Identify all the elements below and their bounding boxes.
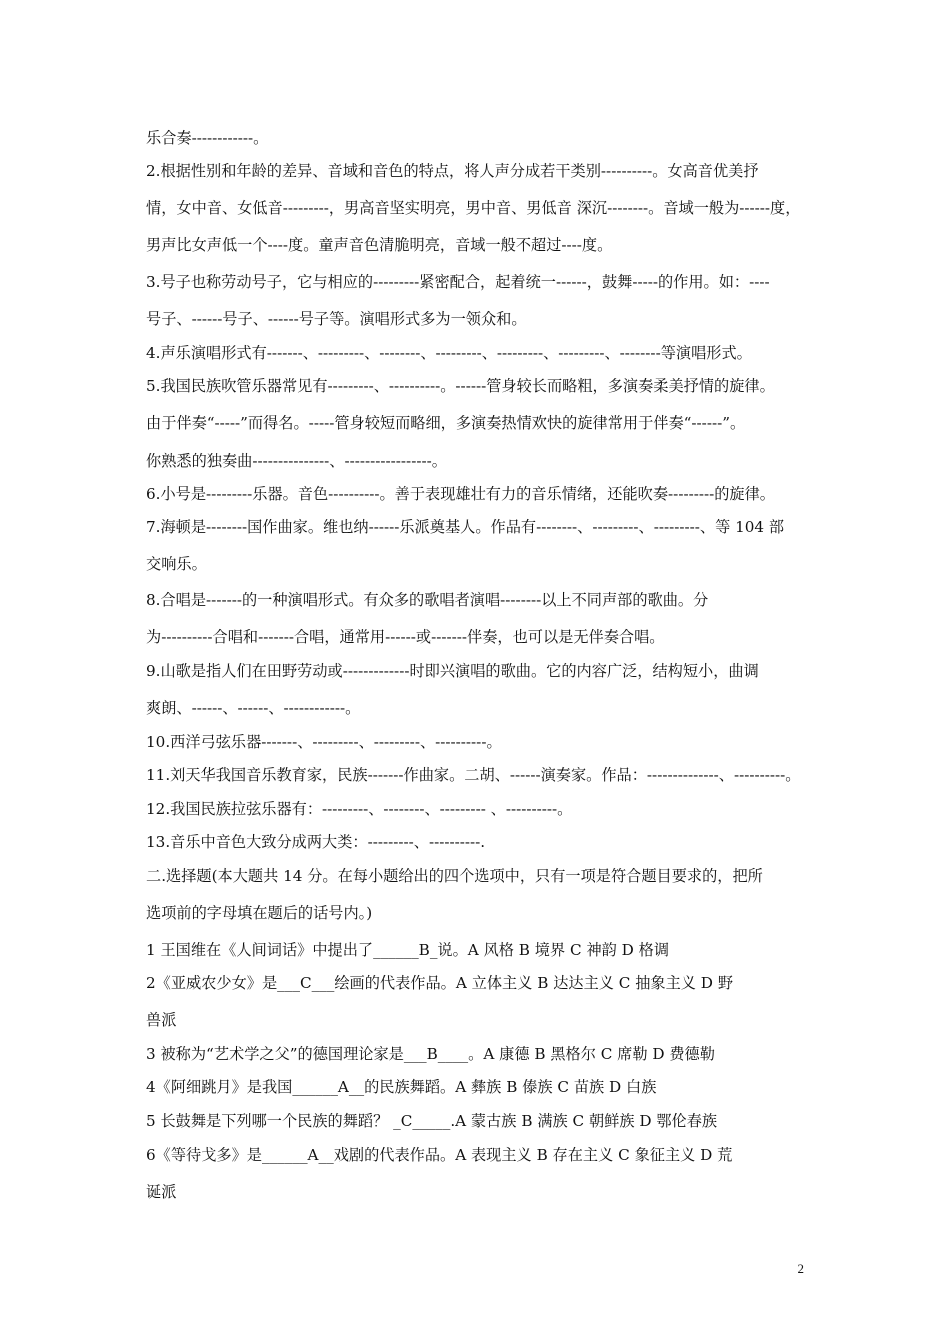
text-line: 5.我国民族吹管乐器常见有---------、----------。------管身较长而略粗，多演奏柔美抒情的旋律。	[146, 377, 775, 395]
text-line: 情，女中音、女低音---------，男高音坚实明亮，男中音、男低音 深沉--------。音域一般为------度，	[146, 199, 801, 217]
text-line: 号子、------号子、------号子等。演唱形式多为一领众和。	[146, 310, 527, 328]
text-line: 6《等待戈多》是______A__戏剧的代表作品。A 表现主义 B 存在主义 C 象征主义 D 荒	[146, 1146, 733, 1164]
text-line: 诞派	[146, 1183, 177, 1201]
text-line: 兽派	[146, 1011, 177, 1029]
text-line: 爽朗、------、------、------------。	[146, 699, 361, 717]
text-line: 3.号子也称劳动号子，它与相应的---------紧密配合，起着统一------，鼓舞-----的作用。如：----	[146, 273, 770, 291]
text-line: 2《亚威农少女》是___C___绘画的代表作品。A 立体主义 B 达达主义 C 抽象主义 D 野	[146, 974, 734, 992]
text-line: 4.声乐演唱形式有-------、---------、--------、---------、---------、---------、--------等演唱形式。	[146, 344, 752, 362]
text-line: 12.我国民族拉弦乐器有：---------、--------、--------- 、----------。	[146, 800, 573, 818]
text-line: 8.合唱是-------的一种演唱形式。有众多的歌唱者演唱--------以上不同声部的歌曲。分	[146, 591, 709, 609]
text-line: 7.海顿是--------国作曲家。维也纳------乐派奠基人。作品有--------、---------、---------、等 104 部	[146, 518, 785, 536]
text-line: 10.西洋弓弦乐器-------、---------、---------、----------。	[146, 733, 502, 751]
text-line: 男声比女声低一个----度。童声音色清脆明亮，音域一般不超过----度。	[146, 236, 613, 254]
text-line: 1 王国维在《人间词话》中提出了______B_说。A 风格 B 境界 C 神韵 D 格调	[146, 941, 670, 959]
text-line: 3 被称为“艺术学之父”的德国理论家是___B____。A 康德 B 黑格尔 C 席勒 D 费德勒	[146, 1045, 715, 1063]
text-line: 6.小号是---------乐器。音色----------。善于表现雄壮有力的音乐情绪，还能吹奏---------的旋律。	[146, 485, 775, 503]
text-line: 你熟悉的独奏曲---------------、-----------------。	[146, 452, 447, 470]
section-heading: 二.选择题(本大题共 14 分。在每小题给出的四个选项中，只有一项是符合题目要求的，把所	[146, 867, 763, 885]
text-line: 为----------合唱和-------合唱，通常用------或-------伴奏，也可以是无伴奏合唱。	[146, 628, 665, 646]
text-line: 乐合奏------------。	[146, 129, 269, 147]
text-line: 11.刘天华我国音乐教育家，民族-------作曲家。二胡、------演奏家。作品：--------------、----------。	[146, 766, 801, 784]
text-line: 交响乐。	[146, 555, 207, 573]
text-line: 9.山歌是指人们在田野劳动或-------------时即兴演唱的歌曲。它的内容广泛，结构短小，曲调	[146, 662, 759, 680]
text-line: 选项前的字母填在题后的话号内。)	[146, 904, 373, 922]
text-line: 2.根据性别和年龄的差异、音域和音色的特点，将人声分成若干类别----------。女高音优美抒	[146, 162, 759, 180]
text-line: 4《阿细跳月》是我国______A__的民族舞蹈。A 彝族 B 傣族 C 苗族 D 白族	[146, 1078, 657, 1096]
text-line: 13.音乐中音色大致分成两大类：---------、----------.	[146, 833, 486, 851]
text-line: 5 长鼓舞是下列哪一个民族的舞蹈？ _C_____.A 蒙古族 B 满族 C 朝鲜族 D 鄂伦春族	[146, 1112, 718, 1130]
page-number: 2	[797, 1261, 804, 1276]
text-line: 由于伴奏“-----”而得名。-----管身较短而略细，多演奏热情欢快的旋律常用于伴奏“------”。	[146, 414, 746, 432]
